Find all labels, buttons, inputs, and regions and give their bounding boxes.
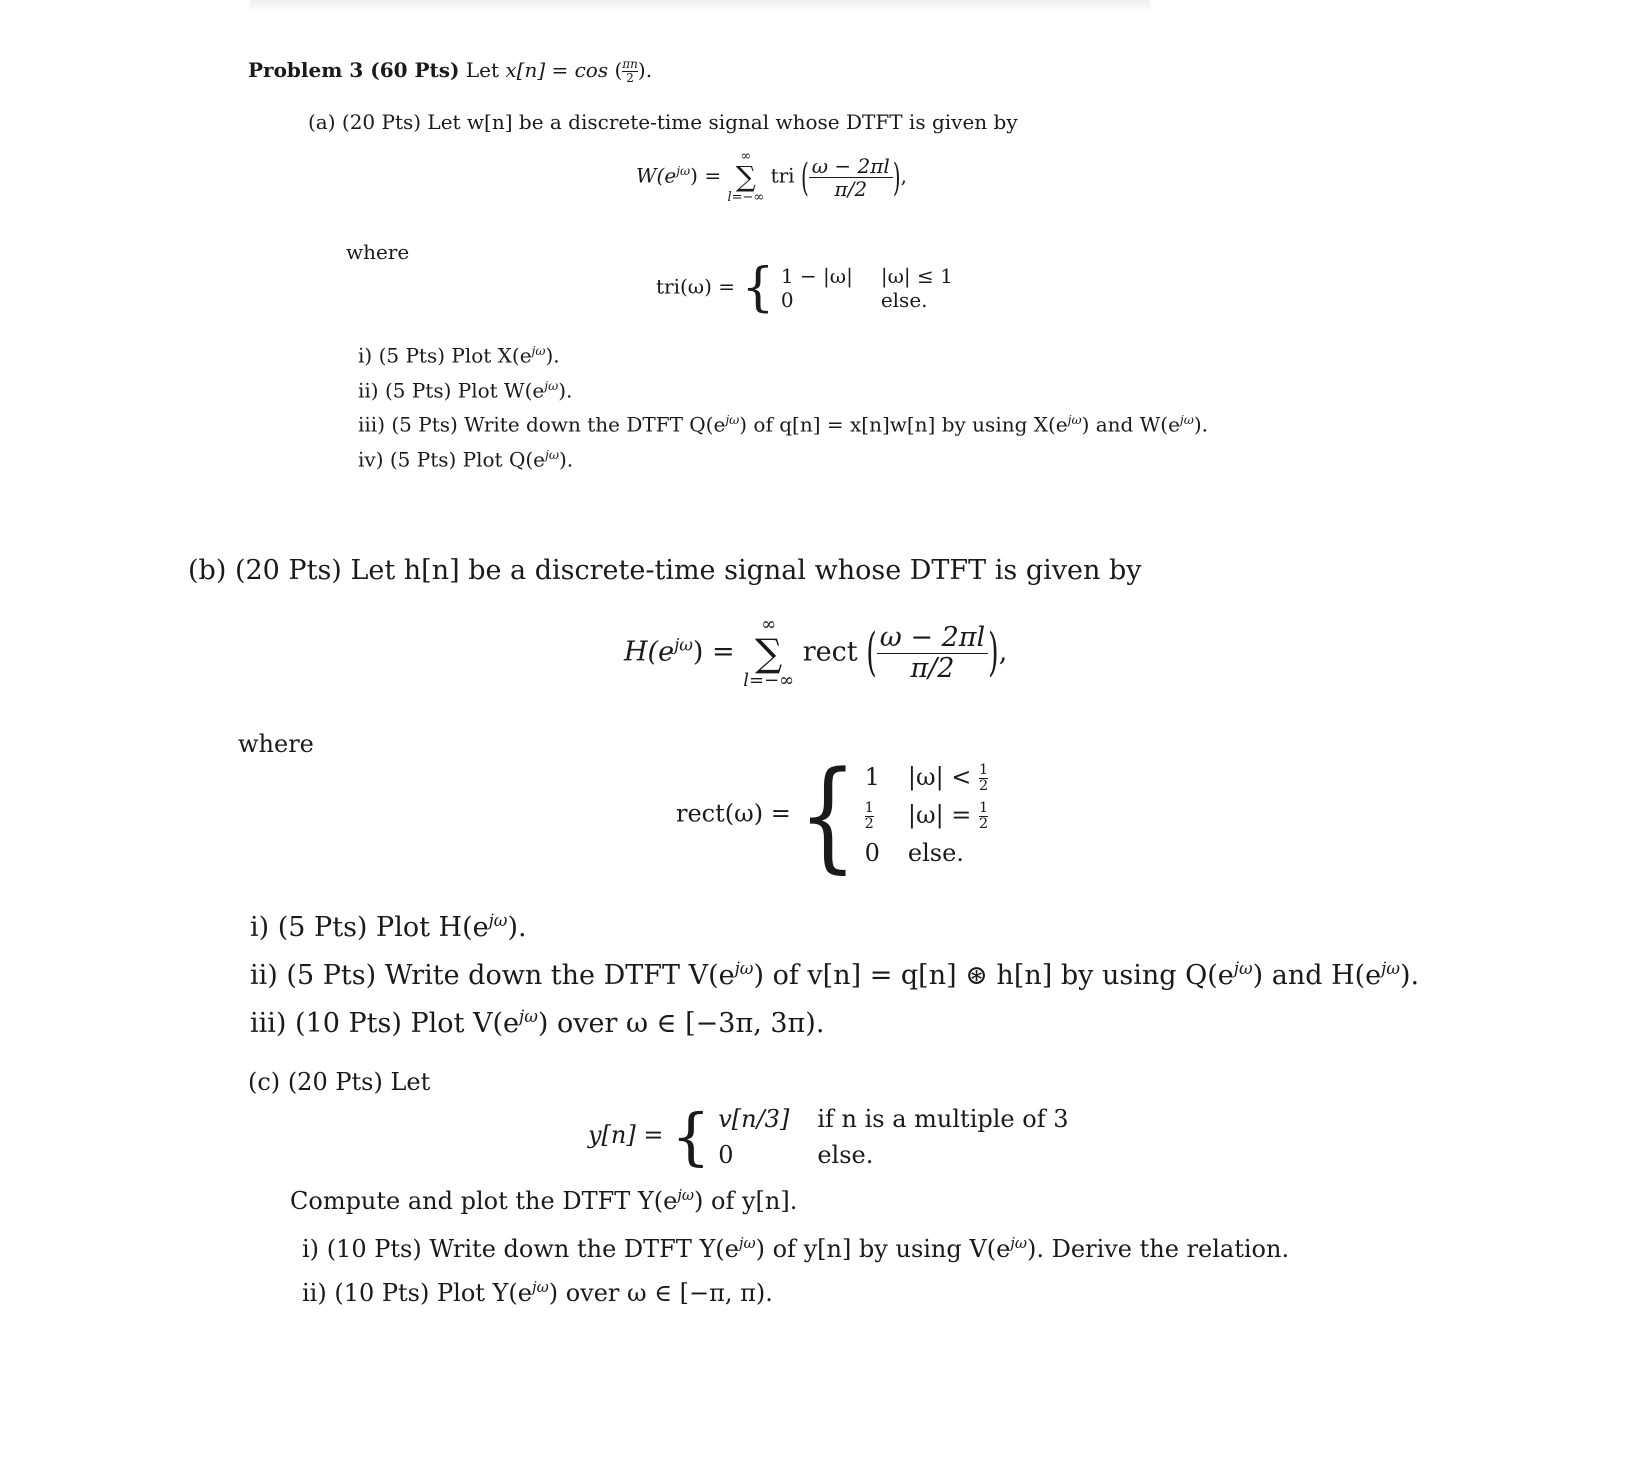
part-a-item-2: ii) (5 Pts) Plot $W(e^{j\omega})$. (358, 377, 573, 403)
part-b-item-1: i) (5 Pts) Plot $H(e^{j\omega})$. (250, 910, 527, 943)
part-b-item-3: iii) (10 Pts) Plot $V(e^{j\omega})$ over ω ∈ [−3π, 3π). (250, 1006, 825, 1039)
part-b-text: Let h[n] be a discrete-time signal whose DTFT is given by (350, 555, 1142, 586)
rect-definition: rect(ω) = { 1 |ω| < $\frac{1}{2}$ $\frac{1}{2}$ |ω| = $\frac{1}{2}$ 0 else. (676, 758, 994, 872)
part-a-label: (a) (308, 110, 336, 134)
part-c-label: (c) (248, 1068, 281, 1096)
part-c-compute: Compute and plot the DTFT $Y(e^{j\omega})$ of y[n]. (290, 1186, 798, 1215)
tri-func: tri (770, 163, 795, 188)
part-c-item-1: i) (10 Pts) Write down the DTFT $Y(e^{j\omega})$ of y[n] by using $V(e^{j\omega})$. Derive the relation. (302, 1234, 1290, 1263)
y-cases: v[n/3] if n is a multiple of 3 0 else. (718, 1104, 1069, 1169)
part-b-intro (188, 555, 1141, 586)
part-a-item-1: i) (5 Pts) Plot $X(e^{j\omega})$. (358, 343, 560, 368)
part-a-text: Let w[n] be a discrete-time signal whose DTFT is given by (427, 110, 1018, 134)
part-c-items (302, 1224, 1289, 1312)
part-a-where: where (346, 240, 410, 264)
part-a-items (358, 336, 1208, 475)
cos-den: 2 (626, 71, 634, 85)
part-a-item-4: iv) (5 Pts) Plot $Q(e^{j\omega})$. (358, 446, 574, 472)
part-a-pts: (20 Pts) (341, 110, 422, 134)
part-b-where: where (238, 730, 314, 758)
rect-func: rect (802, 636, 858, 668)
part-a-intro (308, 110, 1018, 134)
part-c-pts: (20 Pts) (287, 1068, 383, 1096)
part-b-pts: (20 Pts) (234, 555, 342, 586)
cos-num: πn (622, 57, 638, 72)
part-b-items (250, 900, 1419, 1044)
tri-definition: tri(ω) = { 1 − |ω| |ω| ≤ 1 0 else. (656, 258, 959, 318)
part-b-equation: $H(e^{j\omega})$ = ∞ ∑ l=−∞ rect ( $\frac{\omega - 2\pi l}{\pi/2}$ ), (624, 614, 1008, 691)
y-definition: y[n] = { v[n/3] if n is a multiple of 3 0 else. (588, 1100, 1074, 1173)
x-definition: x[n] = cos (505, 58, 609, 82)
cos-paren: ( $\frac{\pi n}{2}$ ) (614, 57, 646, 85)
part-b-label: (b) (188, 555, 227, 586)
part-b-fraction: $\frac{\omega - 2\pi l}{\pi/2}$ (877, 623, 988, 683)
part-c-intro (248, 1068, 430, 1096)
part-b-item-2: ii) (5 Pts) Write down the DTFT $V(e^{j\omega})$ of v[n] = q[n] ⊛ h[n] by using $Q(e^{j\omega})$ and $H(e^{j\omega})$. (250, 958, 1420, 991)
part-a-item-3: iii) (5 Pts) Write down the DTFT $Q(e^{j\omega})$ of q[n] = x[n]w[n] by using $X(e^{j\omega})$ and $W(e^{j\omega})$. (358, 412, 1209, 437)
part-c-item-2: ii) (10 Pts) Plot $Y(e^{j\omega})$ over ω ∈ [−π, π). (302, 1278, 773, 1307)
problem-heading-line: Problem 3 (60 Pts) Let x[n] = cos ( $\frac{\pi n}{2}$ ). (248, 57, 653, 85)
part-a-fraction: $\frac{\omega - 2\pi l}{\pi/2}$ (809, 155, 893, 200)
part-c-text: Let (390, 1068, 431, 1096)
top-shadow (250, 0, 1150, 12)
tri-cases: 1 − |ω| |ω| ≤ 1 0 else. (780, 264, 953, 312)
sum-operator: ∞ ∑ l=−∞ (727, 149, 765, 205)
sum-operator-b: ∞ ∑ l=−∞ (743, 614, 795, 691)
rect-cases: 1 |ω| < $\frac{1}{2}$ $\frac{1}{2}$ |ω| = $\frac{1}{2}$ 0 else. (864, 761, 989, 867)
part-a-equation: $W(e^{j\omega})$ = ∞ ∑ l=−∞ tri ( $\frac{\omega - 2\pi l}{\pi/2}$ ), (636, 149, 907, 205)
problem-heading: Problem 3 (60 Pts) (248, 58, 460, 82)
problem-intro: Let (465, 58, 499, 82)
